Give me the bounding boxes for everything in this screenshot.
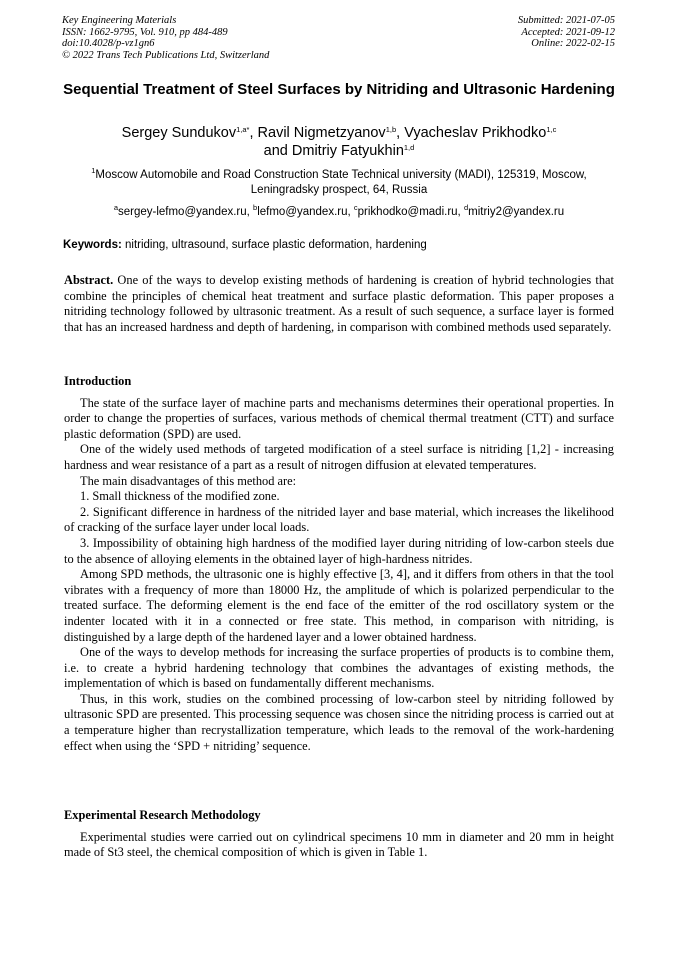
email-mark: b (253, 203, 258, 212)
doi: doi:10.4028/p-vz1gn6 (62, 38, 155, 49)
issn: ISSN: 1662-9795, Vol. 910, pp 484-489 (62, 26, 228, 38)
section-heading: Experimental Research Methodology (64, 808, 261, 822)
email-link[interactable]: sergey-lefmo@yandex.ru, (117, 206, 250, 218)
paper-title: Sequential Treatment of Steel Surfaces by Nitriding and Ultrasonic Hardening (63, 81, 615, 98)
introduction-section (64, 374, 614, 754)
author-affiliation-mark: 1,d (403, 143, 415, 152)
paragraph: Thus, in this work, studies on the combined processing of low-carbon steel by nitriding followed by ultrasonic SPD are presented. This processing sequence was chosen since the nitriding process is carried out at a temperature higher than recrystallization temperature, which leads to the removal of the work-hardening effect when using the ‘SPD + nitriding’ sequence. (64, 691, 614, 753)
keywords (63, 238, 615, 252)
list-item: 2. Significant difference in hardness of the nitrided layer and base material, which increases the likelihood of cracking of the surface layer under local loads. (64, 504, 614, 535)
abstract-section (64, 273, 614, 335)
author-affiliation-mark: 1,a* (236, 125, 250, 134)
author-name: Vyacheslav Prikhodko (404, 125, 547, 141)
section-heading: Introduction (64, 374, 132, 388)
email-link[interactable]: mitriy2@yandex.ru (468, 206, 565, 218)
paragraph: Experimental studies were carried out on cylindrical specimens 10 mm in diameter and 20 mm in height made of St3 steel, the chemical composition of which is given in Table 1. (64, 829, 614, 860)
list-item: 1. Small thickness of the modified zone. (80, 489, 280, 504)
email-mark: c (353, 203, 358, 212)
keywords-text: nitriding, ultrasound, surface plastic deformation, hardening (125, 239, 427, 251)
affiliation-mark: 1 (91, 166, 96, 175)
email-link[interactable]: lefmo@yandex.ru, (257, 206, 351, 218)
list-item: 3. Impossibility of obtaining high hardness of the modified layer during nitriding of low-carbon steels due to the absence of alloying elements in the obtained layer of high-hardness nitrides. (64, 535, 614, 566)
copyright: © 2022 Trans Tech Publications Ltd, Switzerland (62, 49, 270, 61)
paragraph: One of the widely used methods of targeted modification of a steel surface is nitriding [1,2] - increasing hardness and wear resistance of a part as a result of nitrogen diffusion at elevated temperatures. (64, 442, 614, 472)
email-mark: d (463, 203, 469, 212)
author-name: Ravil Nigmetzyanov (257, 125, 386, 141)
journal-name: Key Engineering Materials (62, 15, 177, 26)
publication-dates (518, 15, 615, 50)
submitted-date: Submitted: 2021-07-05 (517, 15, 615, 26)
paragraph: One of the ways to develop methods for increasing the surface properties of products is to combine them, i.e. to create a hybrid hardening technology that combines the advantages of existing methods, the implementation of which is based on fundamentally different mechanisms. (64, 645, 614, 691)
author-affiliation-mark: 1,b (385, 125, 397, 134)
author-conjunction: and (263, 143, 288, 159)
methodology-section (64, 808, 614, 861)
affiliation (60, 168, 618, 198)
abstract-label: Abstract. (64, 273, 114, 287)
paragraph: The main disadvantages of this method are: (80, 473, 297, 488)
abstract-text: One of the ways to develop existing methods of hardening is creation of hybrid technologies that combine the principles of chemical heat treatment and surface plastic deformation. This paper proposes a nitriding technology followed by ultrasonic treatment. As a result of such sequence, a surface layer is formed that has an increased hardness and depth of hardening, in comparison with combined methods used separately. (64, 273, 614, 334)
author-emails (60, 205, 618, 219)
journal-info (62, 15, 269, 61)
author-affiliation-mark: 1,c (546, 125, 557, 134)
keywords-label: Keywords: (63, 239, 122, 251)
paragraph: The state of the surface layer of machine parts and mechanisms determines their operational properties. In order to change the properties of surfaces, various methods of chemical thermal treatment (CTT) and surface plastic deformation (SPD) are used. (64, 395, 614, 441)
author-list: Sergey Sundukov$^{1,a*}$, Ravil Nigmetzyanov$^{1,b}$, Vyacheslav Prikhodko$^{1,c}$ and Dmitriy Fatyukhin$^{1,d}$ (121, 125, 557, 159)
online-date: Online: 2022-02-15 (531, 38, 615, 49)
author-name: Dmitriy Fatyukhin (291, 143, 404, 159)
author-name: Sergey Sundukov (121, 125, 237, 141)
affiliation-text: Moscow Automobile and Road Construction State Technical university (MADI), 125319, Moscow, Leningradsky prospect, 64, Russia (95, 169, 587, 196)
paragraph: Among SPD methods, the ultrasonic one is highly effective [3, 4], and it differs from others in that the tool vibrates with a frequency of more than 18000 Hz, the amplitude of which is polarized perpendicular to the treated surface. The deforming element is the end face of the emitter of the rod oscillatory system or the indenter located with it in a connected or free state. This method, in comparison with nitriding, is distinguished by a large depth of the hardened layer and a lower obtained hardness. (64, 567, 614, 644)
email-mark: a (113, 203, 118, 212)
email-link[interactable]: prikhodko@madi.ru, (357, 206, 461, 218)
accepted-date: Accepted: 2021-09-12 (521, 26, 615, 38)
